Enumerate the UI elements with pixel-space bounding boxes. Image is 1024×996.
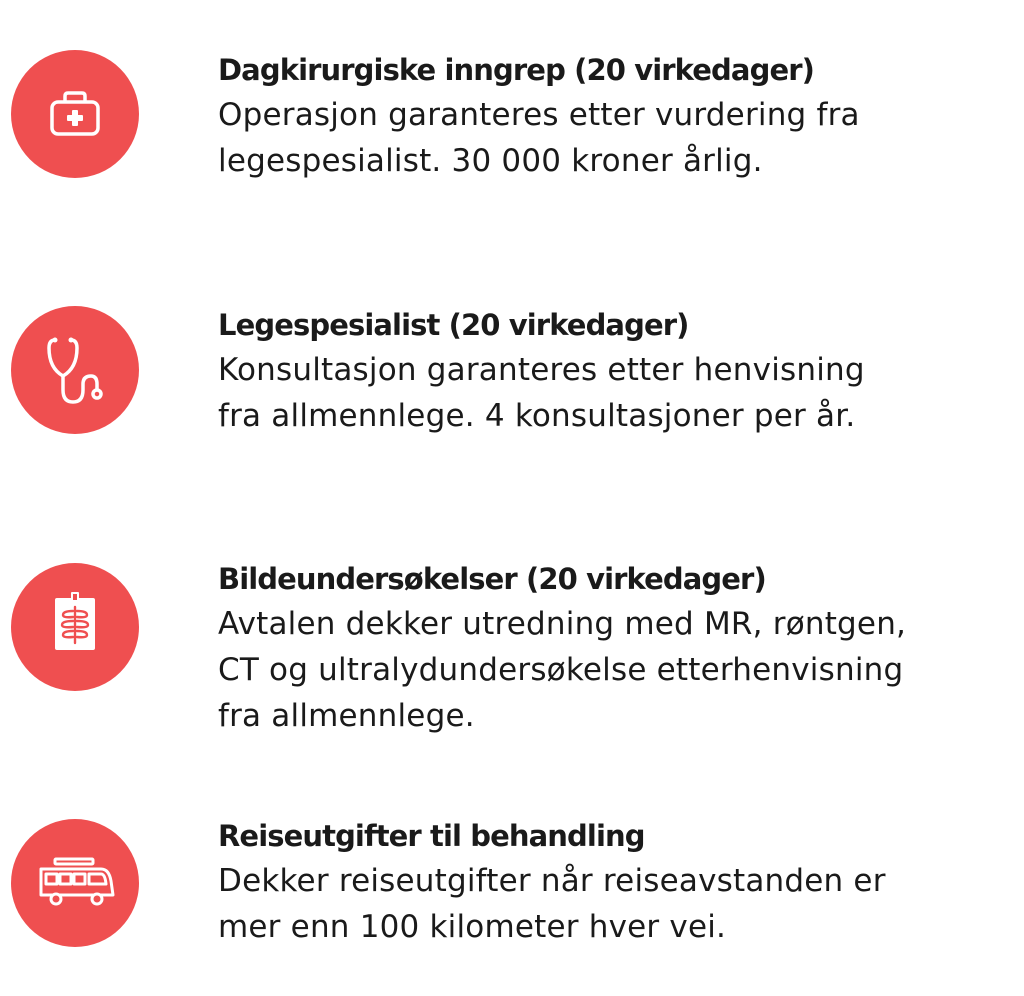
bus-icon	[11, 819, 139, 947]
benefit-description-line: Dekker reiseutgifter når reiseavstanden er	[218, 863, 886, 899]
benefit-description-line: Operasjon garanteres etter vurdering fra	[218, 97, 860, 133]
benefit-description-line: fra allmennlege.	[218, 698, 475, 734]
first-aid-kit-icon	[11, 50, 139, 178]
benefit-description	[218, 347, 1008, 439]
benefit-title: Dagkirurgiske inngrep (20 virkedager)	[218, 53, 814, 87]
benefit-description-line: fra allmennlege. 4 konsultasjoner per år.	[218, 398, 856, 434]
benefit-title: Legespesialist (20 virkedager)	[218, 308, 689, 342]
benefit-description-line: Konsultasjon garanteres etter henvisning	[218, 352, 865, 388]
benefit-description	[218, 92, 1008, 184]
benefit-title: Bildeundersøkelser (20 virkedager)	[218, 562, 766, 596]
benefit-description-line: legespesialist. 30 000 kroner årlig.	[218, 143, 763, 179]
benefit-description-line: Avtalen dekker utredning med MR, røntgen,	[218, 606, 907, 642]
benefit-description	[218, 858, 1008, 950]
benefit-description	[218, 601, 1008, 739]
stethoscope-icon	[11, 306, 139, 434]
benefit-description-line: CT og ultralydundersøkelse etterhenvisning	[218, 652, 904, 688]
x-ray-icon	[11, 563, 139, 691]
benefit-description-line: mer enn 100 kilometer hver vei.	[218, 909, 727, 945]
benefit-title: Reiseutgifter til behandling	[218, 819, 645, 853]
